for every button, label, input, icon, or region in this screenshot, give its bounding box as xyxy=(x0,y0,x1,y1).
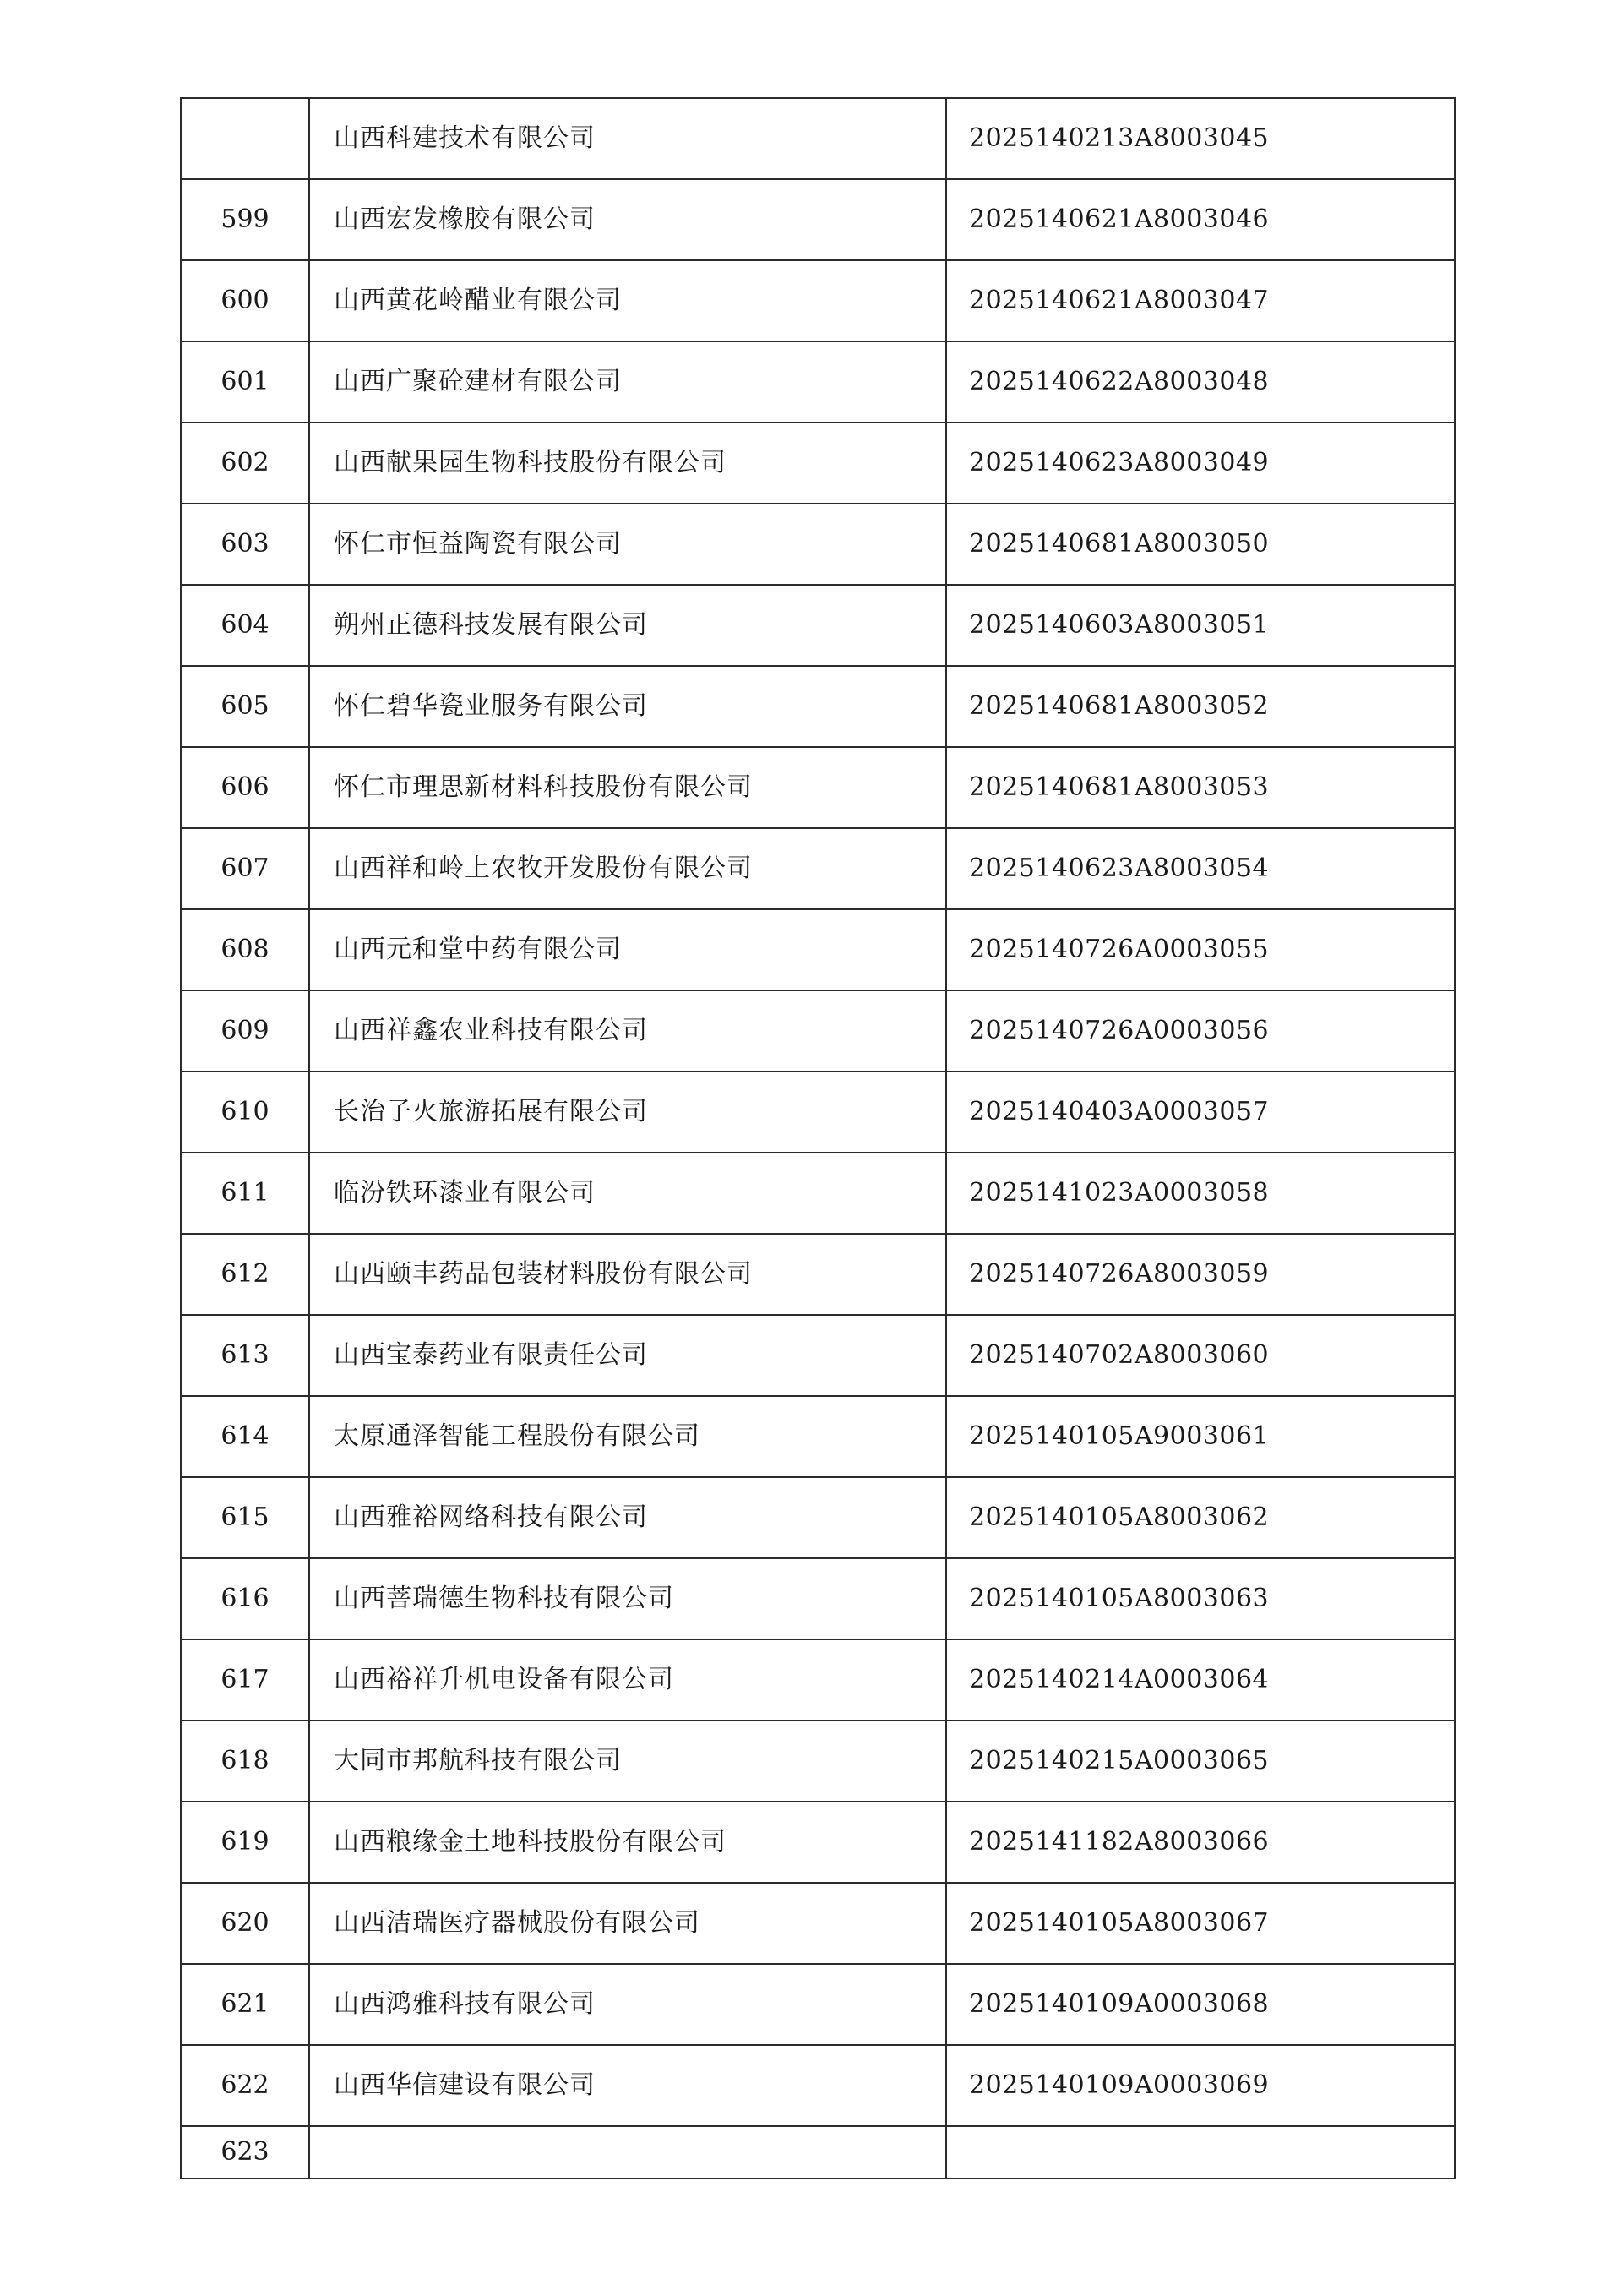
registration-code-cell: 2025140726A0003056 xyxy=(946,990,1455,1072)
company-name-cell: 怀仁市恒益陶瓷有限公司 xyxy=(309,504,946,585)
row-number-cell: 612 xyxy=(181,1234,309,1315)
registration-code-cell: 2025140105A8003062 xyxy=(946,1477,1455,1558)
registration-code-cell xyxy=(946,2126,1455,2179)
table-row xyxy=(181,909,1455,990)
table-row xyxy=(181,1558,1455,1639)
registration-code-cell: 2025140623A8003049 xyxy=(946,423,1455,504)
table-row xyxy=(181,1802,1455,1883)
registration-code-cell: 2025140105A8003063 xyxy=(946,1558,1455,1639)
company-name-cell: 朔州正德科技发展有限公司 xyxy=(309,585,946,666)
table-row xyxy=(181,1234,1455,1315)
row-number-cell: 600 xyxy=(181,260,309,341)
company-name-cell: 山西广聚砼建材有限公司 xyxy=(309,341,946,423)
registration-code-cell: 2025140681A8003050 xyxy=(946,504,1455,585)
row-number-cell: 618 xyxy=(181,1721,309,1802)
row-number-cell: 611 xyxy=(181,1153,309,1234)
registration-code-cell: 2025140622A8003048 xyxy=(946,341,1455,423)
company-name-cell: 山西祥鑫农业科技有限公司 xyxy=(309,990,946,1072)
registration-code-cell: 2025140702A8003060 xyxy=(946,1315,1455,1396)
company-name-cell: 山西黄花岭醋业有限公司 xyxy=(309,260,946,341)
company-name-cell: 山西华信建设有限公司 xyxy=(309,2045,946,2126)
row-number-cell: 619 xyxy=(181,1802,309,1883)
row-number-cell: 613 xyxy=(181,1315,309,1396)
company-name-cell: 山西颐丰药品包装材料股份有限公司 xyxy=(309,1234,946,1315)
company-name-cell: 山西裕祥升机电设备有限公司 xyxy=(309,1639,946,1721)
registration-code-cell: 2025140621A8003047 xyxy=(946,260,1455,341)
company-name-cell: 山西献果园生物科技股份有限公司 xyxy=(309,423,946,504)
company-name-cell: 临汾铁环漆业有限公司 xyxy=(309,1153,946,1234)
registration-code-cell: 2025140105A8003067 xyxy=(946,1883,1455,1964)
table-row xyxy=(181,1396,1455,1477)
company-name-cell: 山西粮缘金土地科技股份有限公司 xyxy=(309,1802,946,1883)
row-number-cell: 603 xyxy=(181,504,309,585)
table-row xyxy=(181,1639,1455,1721)
registration-code-cell: 2025140109A0003068 xyxy=(946,1964,1455,2045)
registration-table xyxy=(180,97,1456,2179)
row-number-cell: 621 xyxy=(181,1964,309,2045)
table-row xyxy=(181,1153,1455,1234)
table-row xyxy=(181,504,1455,585)
company-name-cell: 山西鸿雅科技有限公司 xyxy=(309,1964,946,2045)
registration-code-cell: 2025140623A8003054 xyxy=(946,828,1455,909)
row-number-cell: 599 xyxy=(181,179,309,260)
table-row xyxy=(181,585,1455,666)
row-number-cell: 623 xyxy=(181,2126,309,2179)
table-row xyxy=(181,2126,1455,2179)
row-number-cell: 607 xyxy=(181,828,309,909)
company-name-cell: 山西雅裕网络科技有限公司 xyxy=(309,1477,946,1558)
registration-code-cell: 2025140109A0003069 xyxy=(946,2045,1455,2126)
row-number-cell: 615 xyxy=(181,1477,309,1558)
registration-code-cell: 2025140726A0003055 xyxy=(946,909,1455,990)
row-number-cell: 609 xyxy=(181,990,309,1072)
registration-code-cell: 2025140603A8003051 xyxy=(946,585,1455,666)
company-name-cell: 山西宏发橡胶有限公司 xyxy=(309,179,946,260)
registration-code-cell: 2025141023A0003058 xyxy=(946,1153,1455,1234)
table-row xyxy=(181,1721,1455,1802)
table-row xyxy=(181,990,1455,1072)
registration-code-cell: 2025141182A8003066 xyxy=(946,1802,1455,1883)
row-number-cell: 608 xyxy=(181,909,309,990)
table-row xyxy=(181,2045,1455,2126)
registration-code-cell: 2025140621A8003046 xyxy=(946,179,1455,260)
registration-code-cell: 2025140214A0003064 xyxy=(946,1639,1455,1721)
company-name-cell: 怀仁市理思新材料科技股份有限公司 xyxy=(309,747,946,828)
table-row xyxy=(181,1477,1455,1558)
table-row xyxy=(181,828,1455,909)
row-number-cell: 601 xyxy=(181,341,309,423)
registration-code-cell: 2025140681A8003053 xyxy=(946,747,1455,828)
row-number-cell: 604 xyxy=(181,585,309,666)
row-number-cell: 617 xyxy=(181,1639,309,1721)
table-row xyxy=(181,1883,1455,1964)
table-row xyxy=(181,1072,1455,1153)
table-row xyxy=(181,1964,1455,2045)
registration-code-cell: 2025140215A0003065 xyxy=(946,1721,1455,1802)
table-body xyxy=(181,98,1455,2179)
company-name-cell: 山西祥和岭上农牧开发股份有限公司 xyxy=(309,828,946,909)
row-number-cell: 610 xyxy=(181,1072,309,1153)
row-number-cell xyxy=(181,98,309,179)
table-row xyxy=(181,747,1455,828)
company-name-cell: 山西宝泰药业有限责任公司 xyxy=(309,1315,946,1396)
table-row xyxy=(181,666,1455,747)
row-number-cell: 616 xyxy=(181,1558,309,1639)
table-row xyxy=(181,260,1455,341)
table-row xyxy=(181,179,1455,260)
row-number-cell: 605 xyxy=(181,666,309,747)
registration-code-cell: 2025140403A0003057 xyxy=(946,1072,1455,1153)
table-row xyxy=(181,1315,1455,1396)
table-row xyxy=(181,98,1455,179)
company-name-cell xyxy=(309,2126,946,2179)
table-row xyxy=(181,341,1455,423)
registration-code-cell: 2025140681A8003052 xyxy=(946,666,1455,747)
company-name-cell: 山西科建技术有限公司 xyxy=(309,98,946,179)
row-number-cell: 622 xyxy=(181,2045,309,2126)
table-row xyxy=(181,423,1455,504)
row-number-cell: 606 xyxy=(181,747,309,828)
row-number-cell: 620 xyxy=(181,1883,309,1964)
company-name-cell: 山西元和堂中药有限公司 xyxy=(309,909,946,990)
row-number-cell: 602 xyxy=(181,423,309,504)
company-name-cell: 山西洁瑞医疗器械股份有限公司 xyxy=(309,1883,946,1964)
company-name-cell: 山西菩瑞德生物科技有限公司 xyxy=(309,1558,946,1639)
company-name-cell: 太原通泽智能工程股份有限公司 xyxy=(309,1396,946,1477)
registration-code-cell: 2025140726A8003059 xyxy=(946,1234,1455,1315)
row-number-cell: 614 xyxy=(181,1396,309,1477)
company-name-cell: 大同市邦航科技有限公司 xyxy=(309,1721,946,1802)
company-name-cell: 长治子火旅游拓展有限公司 xyxy=(309,1072,946,1153)
registration-code-cell: 2025140105A9003061 xyxy=(946,1396,1455,1477)
registration-code-cell: 2025140213A8003045 xyxy=(946,98,1455,179)
company-name-cell: 怀仁碧华瓷业服务有限公司 xyxy=(309,666,946,747)
